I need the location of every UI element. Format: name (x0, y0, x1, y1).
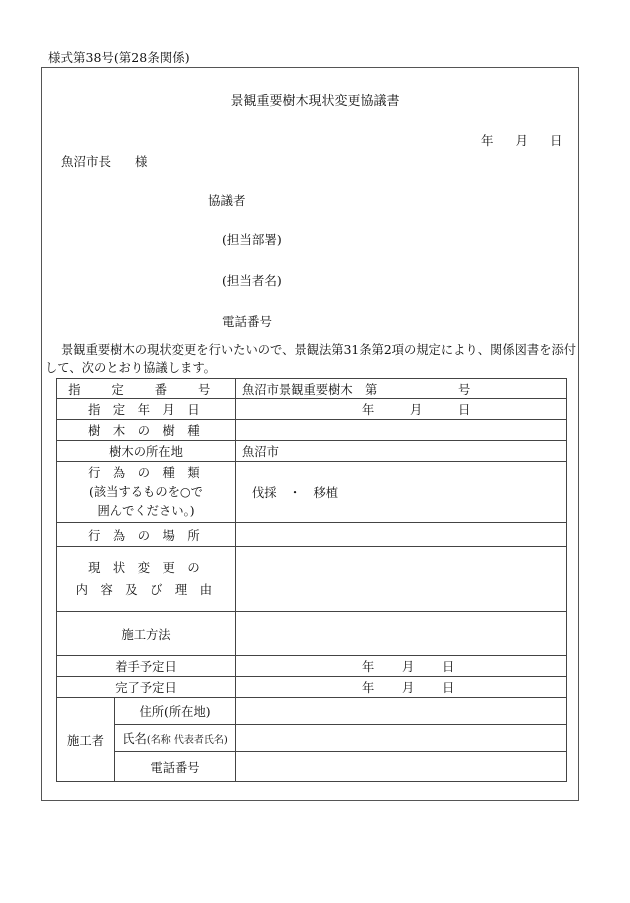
table-row (57, 698, 567, 725)
designation-number-suffix: 号 (458, 382, 471, 397)
start-date-field[interactable] (236, 656, 567, 677)
table-row (57, 656, 567, 677)
designation-number-prefix: 魚沼市景観重要樹木 第 (242, 382, 378, 397)
applicant-phone: 電話番号 (222, 314, 273, 329)
start-date-month: 月 (402, 660, 415, 674)
location-field[interactable]: 魚沼市 (236, 441, 567, 462)
construction-method-field[interactable] (236, 612, 567, 656)
applicant-person: (担当者名) (222, 273, 282, 288)
consultation-table (56, 378, 567, 782)
table-row (57, 612, 567, 656)
table-row (57, 752, 567, 782)
contractor-name-note: (名称 代表者氏名) (146, 735, 228, 746)
end-date-month: 月 (402, 681, 415, 695)
applicant-department: (担当部署) (222, 232, 282, 247)
table-row (57, 677, 567, 698)
date-year-label: 年 (481, 133, 494, 148)
designation-date-year: 年 (362, 403, 375, 417)
designation-number-label: 指 定 番 号 (57, 379, 236, 399)
start-date-label: 着手予定日 (57, 656, 236, 677)
start-date-day: 日 (442, 660, 455, 674)
contractor-label: 施工者 (57, 698, 115, 782)
designation-number-field[interactable] (236, 379, 567, 399)
change-content-field[interactable] (236, 547, 567, 612)
addressee (61, 152, 148, 170)
end-date-day: 日 (442, 681, 455, 695)
addressee-honorific: 様 (135, 154, 148, 169)
submission-date (481, 131, 563, 149)
designation-date-month: 月 (410, 403, 423, 417)
document-title: 景観重要樹木現状変更協議書 (230, 94, 400, 109)
applicant-label: 協議者 (208, 193, 246, 208)
start-date-year: 年 (362, 660, 375, 674)
action-type-label: 行 為 の 種 類 (該当するものを○で 囲んでください。) (57, 462, 236, 523)
species-field[interactable] (236, 420, 567, 441)
change-content-label: 現 状 変 更 の 内 容 及 び 理 由 (57, 547, 236, 612)
contractor-phone-field[interactable] (236, 752, 567, 782)
contractor-name-field[interactable] (236, 725, 567, 752)
end-date-label: 完了予定日 (57, 677, 236, 698)
contractor-phone-label: 電話番号 (115, 752, 236, 782)
action-place-field[interactable] (236, 523, 567, 547)
table-row (57, 441, 567, 462)
end-date-field[interactable] (236, 677, 567, 698)
table-row (57, 725, 567, 752)
table-row (57, 523, 567, 547)
date-day-label: 日 (550, 133, 563, 148)
body-text: 景観重要樹木の現状変更を行いたいので、景観法第31条第2項の規定により、関係図書を添付して、次のとおり協議します。 (45, 343, 577, 375)
contractor-name-label: 氏名(名称 代表者氏名) (115, 725, 236, 752)
end-date-year: 年 (362, 681, 375, 695)
addressee-name: 魚沼市長 (61, 154, 112, 169)
action-type-options[interactable]: 伐採 ・ 移植 (236, 462, 567, 523)
form-number: 様式第38号(第28条関係) (48, 50, 190, 65)
species-label: 樹 木 の 樹 種 (57, 420, 236, 441)
designation-date-day: 日 (458, 403, 471, 417)
contractor-address-label: 住所(所在地) (115, 698, 236, 725)
designation-date-field[interactable] (236, 399, 567, 420)
contractor-address-field[interactable] (236, 698, 567, 725)
table-row (57, 379, 567, 399)
table-row (57, 462, 567, 523)
table-row (57, 547, 567, 612)
table-row (57, 420, 567, 441)
table-row (57, 399, 567, 420)
action-place-label: 行 為 の 場 所 (57, 523, 236, 547)
construction-method-label: 施工方法 (57, 612, 236, 656)
designation-date-label: 指 定 年 月 日 (57, 399, 236, 420)
location-label: 樹木の所在地 (57, 441, 236, 462)
date-month-label: 月 (515, 133, 529, 148)
